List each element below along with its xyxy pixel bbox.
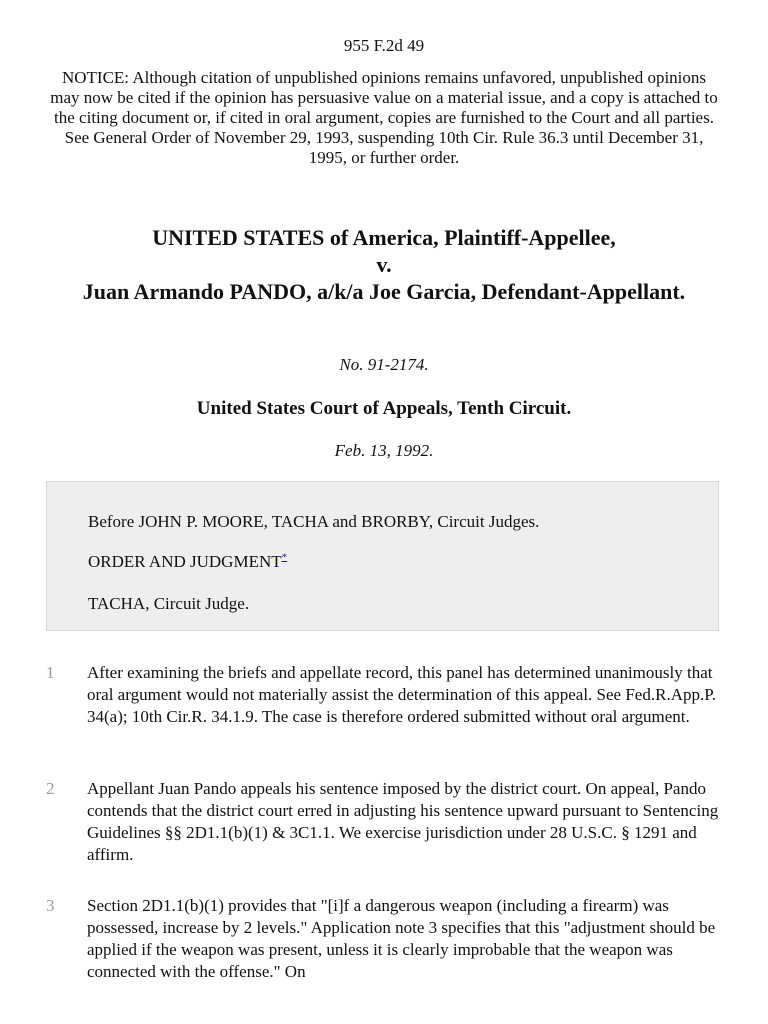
footnote-link[interactable]: *	[281, 551, 288, 564]
publication-notice: NOTICE: Although citation of unpublished opinions remains unfavored, unpublished opinions may now be cited if the opinion has persuasive value on a material issue, and a copy is attached to the citing document or, if cited in oral argument, copies are furnished to the Court and all parties. See General Order of November 29, 1993, suspending 10th Cir. Rule 36.3 until December 31, 1995, or further order.	[50, 68, 718, 167]
paragraph-text: Section 2D1.1(b)(1) provides that "[i]f a dangerous weapon (including a firearm) was possessed, increase by 2 levels." Application note 3 specifies that this "adjustment should be applied if the weapon was present, unless it is clearly improbable that the weapon was connected with the offense." On	[87, 896, 716, 981]
docket-number: No. 91-2174.	[339, 355, 429, 374]
order-title-line	[88, 552, 287, 572]
defendant-line: Juan Armando PANDO, a/k/a Joe Garcia, Defendant-Appellant.	[82, 279, 686, 304]
case-citation: 955 F.2d 49	[343, 36, 425, 55]
paragraph-number: 3	[46, 896, 55, 915]
judges-panel-box	[46, 481, 719, 631]
versus-line: v.	[376, 252, 392, 277]
paragraph-text: Appellant Juan Pando appeals his sentence imposed by the district court. On appeal, Pando contends that the district court erred in adjusting his sentence upward pursuant to Sentencing Guidelines §§ 2D1.1(b)(1) & 3C1.1. We exercise jurisdiction under 28 U.S.C. § 1291 and affirm.	[87, 779, 719, 864]
decision-date: Feb. 13, 1992.	[334, 441, 434, 460]
paragraph-number: 1	[46, 663, 55, 682]
author-line: TACHA, Circuit Judge.	[88, 594, 250, 613]
judges-before-line: Before JOHN P. MOORE, TACHA and BRORBY, Circuit Judges.	[88, 512, 540, 531]
plaintiff-line: UNITED STATES of America, Plaintiff-Appellee,	[152, 225, 616, 250]
order-title: ORDER AND JUDGMENT	[88, 552, 282, 571]
case-caption	[60, 224, 708, 305]
paragraph-number: 2	[46, 779, 55, 798]
court-name: United States Court of Appeals, Tenth Circuit.	[196, 398, 572, 419]
paragraph-text: After examining the briefs and appellate record, this panel has determined unanimously that oral argument would not materially assist the determination of this appeal. See Fed.R.App.P. 34(a); 10th Cir.R. 34.1.9. The case is therefore ordered submitted without oral argument.	[87, 663, 717, 726]
